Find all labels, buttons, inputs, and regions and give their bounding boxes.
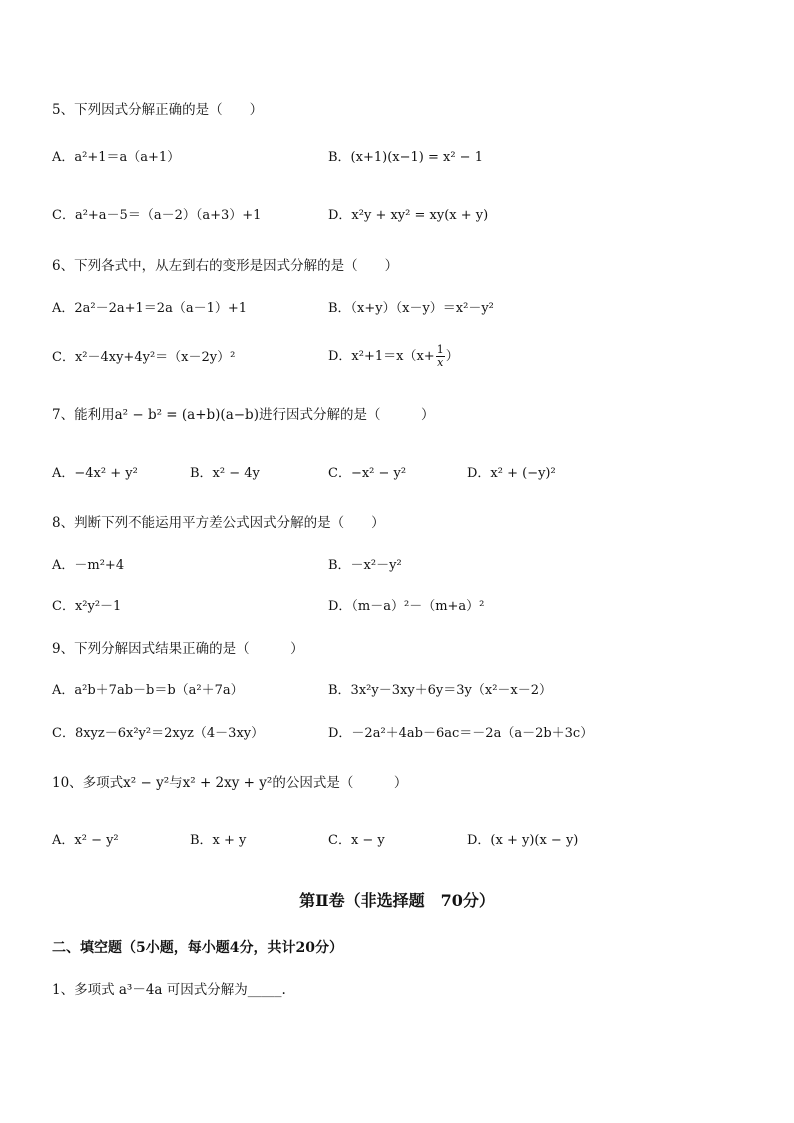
question-5-option-c: C．a²+a－5＝（a－2）（a+3）+1 [52,208,262,223]
question-5-option-b: B．(x+1)(x−1) = x² − 1 [328,150,483,165]
question-7-option-c: C．−x² − y² [328,466,407,481]
question-5-option-a: A．a²+1＝a（a+1） [52,150,181,165]
fraction-denominator: x [437,356,444,369]
question-10-option-a: A．x² − y² [52,833,119,848]
question-9-option-c: C．8xyz－6x²y²＝2xyz（4－3xy） [52,726,265,741]
question-9-option-d: D．－2a²＋4ab－6ac＝－2a（a－2b＋3c） [328,726,594,741]
question-6-stem: 6、下列各式中，从左到右的变形是因式分解的是（ ） [52,258,399,274]
question-10-option-c: C．x − y [328,833,385,848]
question-8-option-a: A．－m²+4 [52,558,125,573]
question-10-option-b: B．x + y [190,833,247,848]
fraction-numerator: 1 [436,343,444,356]
question-7-stem: 7、能利用a² − b² = (a+b)(a−b)进行因式分解的是（ ） [52,407,435,423]
question-8-option-d: D．（m－a）²－（m+a）² [328,599,485,614]
question-6-option-c: C．x²－4xy+4y²＝（x－2y）² [52,350,236,365]
question-7-option-a: A．−4x² + y² [52,466,138,481]
question-8-option-c: C．x²y²－1 [52,599,122,614]
question-5-option-d: D．x²y + xy² = xy(x + y) [328,208,489,223]
question-10-stem: 10、多项式x² − y²与x² + 2xy + y²的公因式是（ ） [52,775,408,791]
question-5-stem: 5、下列因式分解正确的是（ ） [52,102,264,118]
question-7-option-d: D．x² + (−y)² [467,466,556,481]
question-6-option-d-suffix: ） [445,349,459,364]
question-9-option-b: B．3x²y－3xy＋6y＝3y（x²－x－2） [328,683,553,698]
fill-blank-section-heading: 二、填空题（5小题，每小题4分，共计20分） [52,940,343,956]
question-8-option-b: B．－x²－y² [328,558,402,573]
question-6-option-a: A．2a²－2a+1＝2a（a－1）+1 [52,301,248,316]
question-9-stem: 9、下列分解因式结果正确的是（ ） [52,641,304,657]
question-8-stem: 8、判断下列不能运用平方差公式因式分解的是（ ） [52,515,385,531]
question-6-option-d-prefix: D．x²+1＝x（x+ [328,349,435,364]
question-9-option-a: A．a²b＋7ab－b＝b（a²＋7a） [52,683,244,698]
question-6-option-d [328,342,459,372]
part-2-title: 第Ⅱ卷（非选择题 70分） [299,891,495,910]
fraction [436,344,445,369]
fill-blank-question-1: 1、多项式 a³－4a 可因式分解为_____. [52,982,286,998]
question-10-option-d: D．(x + y)(x − y) [467,833,579,848]
question-7-option-b: B．x² − 4y [190,466,260,481]
question-6-option-b: B．（x+y）（x－y）＝x²－y² [328,301,494,316]
